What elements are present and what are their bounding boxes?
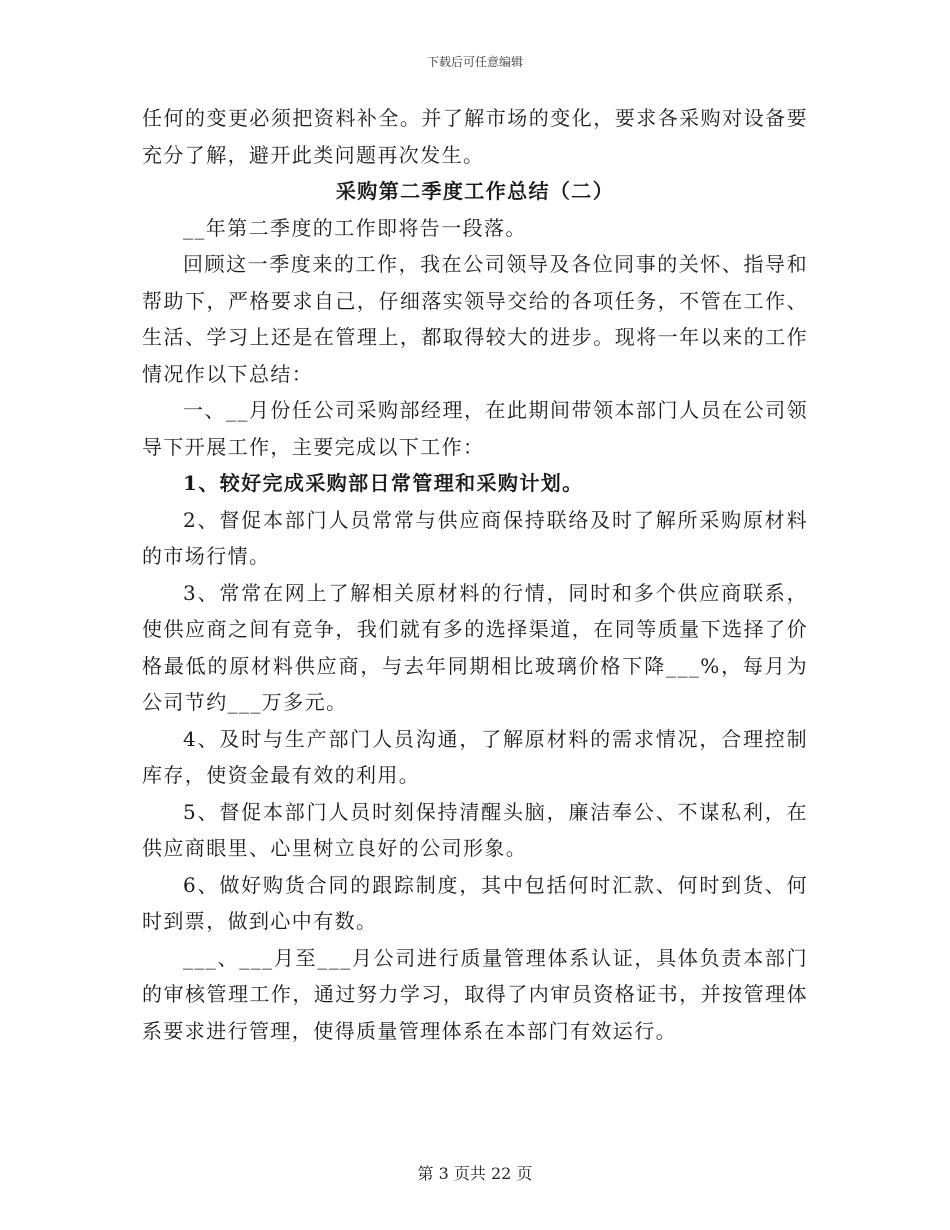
paragraph-section-one: 一、__月份任公司采购部经理，在此期间带领本部门人员在公司领导下开展工作，主要完成以下工作： [142,398,808,459]
list-item-2: 2、督促本部门人员常常与供应商保持联络及时了解所采购原材料的市场行情。 [142,507,808,568]
section-title: 采购第二季度工作总结（二） [335,179,615,203]
list-item-3: 3、常常在网上了解相关原材料的行情，同时和多个供应商联系，使供应商之间有竞争，我们就有多的选择渠道，在同等质量下选择了价格最低的原材料供应商，与去年同期相比玻璃价格下降___%，每月为公司节约___万多元。 [142,580,808,714]
list-item-6: 6、做好购货合同的跟踪制度，其中包括何时汇款、何时到货、何时到票，做到心中有数。 [142,872,808,933]
page-header: 下载后可任意编辑 [426,55,523,69]
paragraph-continuation: 任何的变更必须把资料补全。并了解市场的变化，要求各采购对设备要充分了解，避开此类问题再次发生。 [142,106,808,167]
paragraph-quality-cert: ___、___月至___月公司进行质量管理体系认证，具体负责本部门的审核管理工作，通过努力学习，取得了内审员资格证书，并按管理体系要求进行管理，使得质量管理体系在本部门有效运行。 [142,945,808,1043]
paragraph-intro: __年第二季度的工作即将告一段落。 [183,215,527,240]
document-body [142,100,808,1049]
paragraph-review: 回顾这一季度来的工作，我在公司领导及各位同事的关怀、指导和帮助下，严格要求自己，仔细落实领导交给的各项任务，不管在工作、生活、学习上还是在管理上，都取得较大的进步。现将一年以来的工作情况作以下总结： [142,252,808,386]
list-item-1: 1、较好完成采购部日常管理和采购计划。 [183,471,584,495]
page-footer: 第 3 页共 22 页 [417,1164,533,1183]
list-item-4: 4、及时与生产部门人员沟通，了解原材料的需求情况，合理控制库存，使资金最有效的利用。 [142,726,808,787]
list-item-5: 5、督促本部门人员时刻保持清醒头脑，廉洁奉公、不谋私利，在供应商眼里、心里树立良好的公司形象。 [142,799,808,860]
